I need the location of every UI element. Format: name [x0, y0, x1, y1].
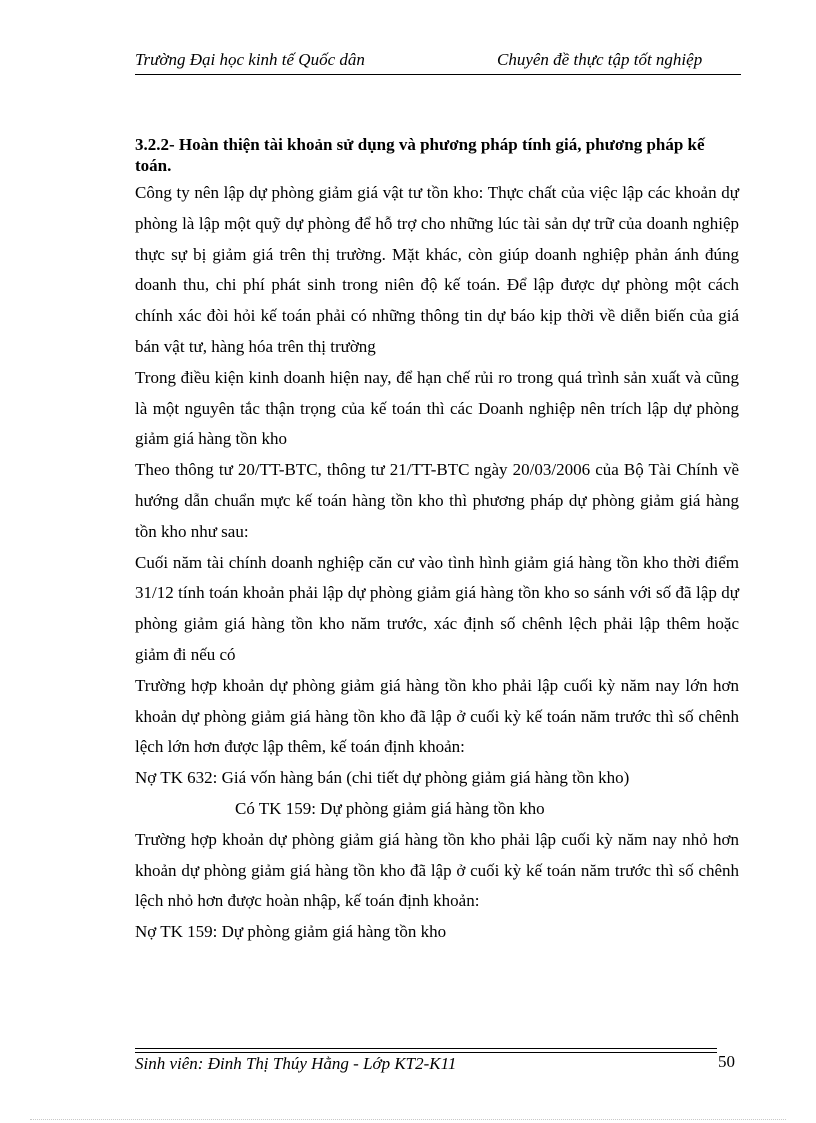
- page-bottom-edge: [30, 1119, 786, 1120]
- entry-debit-159: Nợ TK 159: Dự phòng giảm giá hàng tồn kho: [135, 922, 447, 942]
- section-title: 3.2.2- Hoàn thiện tài khoản sử dụng và phương pháp tính giá, phương pháp kế toán.: [135, 135, 705, 175]
- paragraph-circular-reference: Theo thông tư 20/TT-BTC, thông tư 21/TT-BTC ngày 20/03/2006 của Bộ Tài Chính về hướng dẫn chuẩn mực kế toán hàng tồn kho thì phương pháp dự phòng giảm giá hàng tồn kho như sau:: [135, 460, 739, 541]
- body-text: [135, 178, 739, 948]
- paragraph-business-conditions: Trong điều kiện kinh doanh hiện nay, để hạn chế rủi ro trong quá trình sản xuất và cũng là một nguyên tắc thận trọng của kế toán thì các Doanh nghiệp nên trích lập dự phòng giảm giá hàng tồn kho: [135, 367, 739, 449]
- entry-credit-159: Có TK 159: Dự phòng giảm giá hàng tồn kho: [235, 798, 545, 818]
- paragraph-case-smaller: Trường hợp khoản dự phòng giảm giá hàng tồn kho phải lập cuối kỳ năm nay nhỏ hơn khoản dự phòng giảm giá hàng tồn kho đã lập ở cuối kỳ kế toán năm trước thì số chênh lệch nhỏ hơn được hoàn nhập, kế toán định khoản:: [135, 829, 739, 911]
- paragraph-provision-intro: Công ty nên lập dự phòng giảm giá vật tư tồn kho: Thực chất của việc lập các khoản dự phòng là lập một quỹ dự phòng để hỗ trợ cho những lúc tài sản dự trữ của doanh nghiệp thực sự bị giảm giá trên thị trường. Mặt khác, còn giúp doanh nghiệp phản ánh đúng doanh thu, chi phí phát sinh trong niên độ kế toán. Để lập được dự phòng một cách chính xác đòi hỏi kế toán phải có những thông tin dự báo kịp thời về diễn biến của giá bán vật tư, hàng hóa trên thị trường: [135, 183, 739, 356]
- entry-debit-632: Nợ TK 632: Giá vốn hàng bán (chi tiết dự phòng giảm giá hàng tồn kho): [135, 768, 630, 788]
- footer-divider: [135, 1048, 717, 1053]
- header-document-type: Chuyên đề thực tập tốt nghiệp: [497, 50, 703, 69]
- header-school-name: Trường Đại học kinh tế Quốc dân: [135, 50, 365, 69]
- paragraph-case-larger: Trường hợp khoản dự phòng giảm giá hàng tồn kho phải lập cuối kỳ năm nay lớn hơn khoản dự phòng giảm giá hàng tồn kho đã lập ở cuối kỳ kế toán năm trước thì số chênh lệch lớn hơn được lập thêm, kế toán định khoản:: [135, 675, 739, 757]
- page-header: [135, 48, 741, 75]
- page-number: 50: [718, 1052, 735, 1071]
- footer-student-info: Sinh viên: Đinh Thị Thúy Hằng - Lớp KT2-K11: [135, 1054, 457, 1073]
- paragraph-year-end-calculation: Cuối năm tài chính doanh nghiệp căn cư vào tình hình giảm giá hàng tồn kho thời điểm 31/12 tính toán khoản phải lập dự phòng giảm giá hàng tồn kho so sánh với số đã lập dự phòng giảm giá hàng tồn kho năm trước, xác định số chênh lệch phải lập thêm hoặc giảm đi nếu có: [135, 552, 739, 664]
